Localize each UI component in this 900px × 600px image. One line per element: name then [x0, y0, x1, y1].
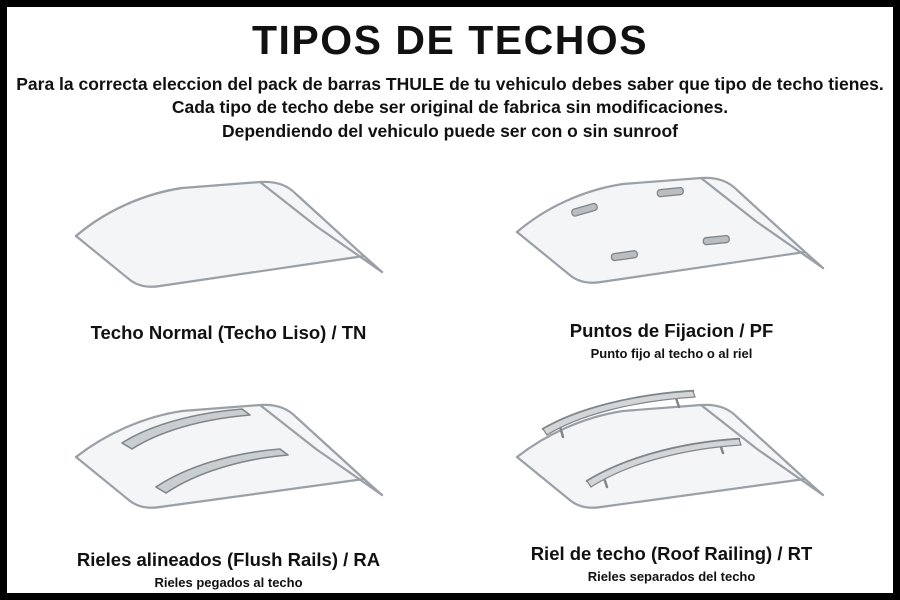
car-roof-railing-icon: [507, 385, 837, 535]
subtitle-line-1: Para la correcta eleccion del pack de barras THULE de tu vehiculo debes saber que tipo de techo tienes.: [16, 74, 884, 94]
roof-type-note-pf: Punto fijo al techo o al riel: [590, 346, 753, 361]
subtitle-line-3: Dependiendo del vehiculo puede ser con o sin sunroof: [221, 120, 679, 141]
roof-type-card-pf: [450, 150, 893, 361]
roof-type-label-rt: Riel de techo (Roof Railing) / RT: [530, 543, 813, 564]
border-bottom: [0, 593, 900, 600]
roof-type-label-tn: Techo Normal (Techo Liso) / TN: [90, 322, 367, 343]
subtitle-line-2: Cada tipo de techo debe ser original de fabrica sin modificaciones.: [171, 97, 729, 118]
roof-type-label-pf: Puntos de Fijacion / PF: [569, 320, 774, 341]
car-roof-smooth-icon: [64, 164, 394, 314]
car-roof-flushrails-icon: [64, 391, 394, 541]
roof-type-note-ra: Rieles pegados al techo: [154, 575, 303, 590]
border-left: [0, 0, 7, 600]
roof-type-card-ra: [7, 361, 450, 590]
border-top: [0, 0, 900, 7]
subtitle-block: [0, 73, 900, 143]
page-title: TIPOS DE TECHOS: [251, 17, 649, 63]
roof-type-card-tn: [7, 150, 450, 361]
roof-type-card-rt: [450, 361, 893, 590]
roof-type-label-ra: Rieles alineados (Flush Rails) / RA: [76, 549, 381, 570]
border-right: [893, 0, 900, 600]
roof-types-grid: [7, 150, 893, 590]
car-roof-fixpoints-icon: [507, 162, 837, 312]
roof-type-note-rt: Rieles separados del techo: [587, 569, 756, 584]
